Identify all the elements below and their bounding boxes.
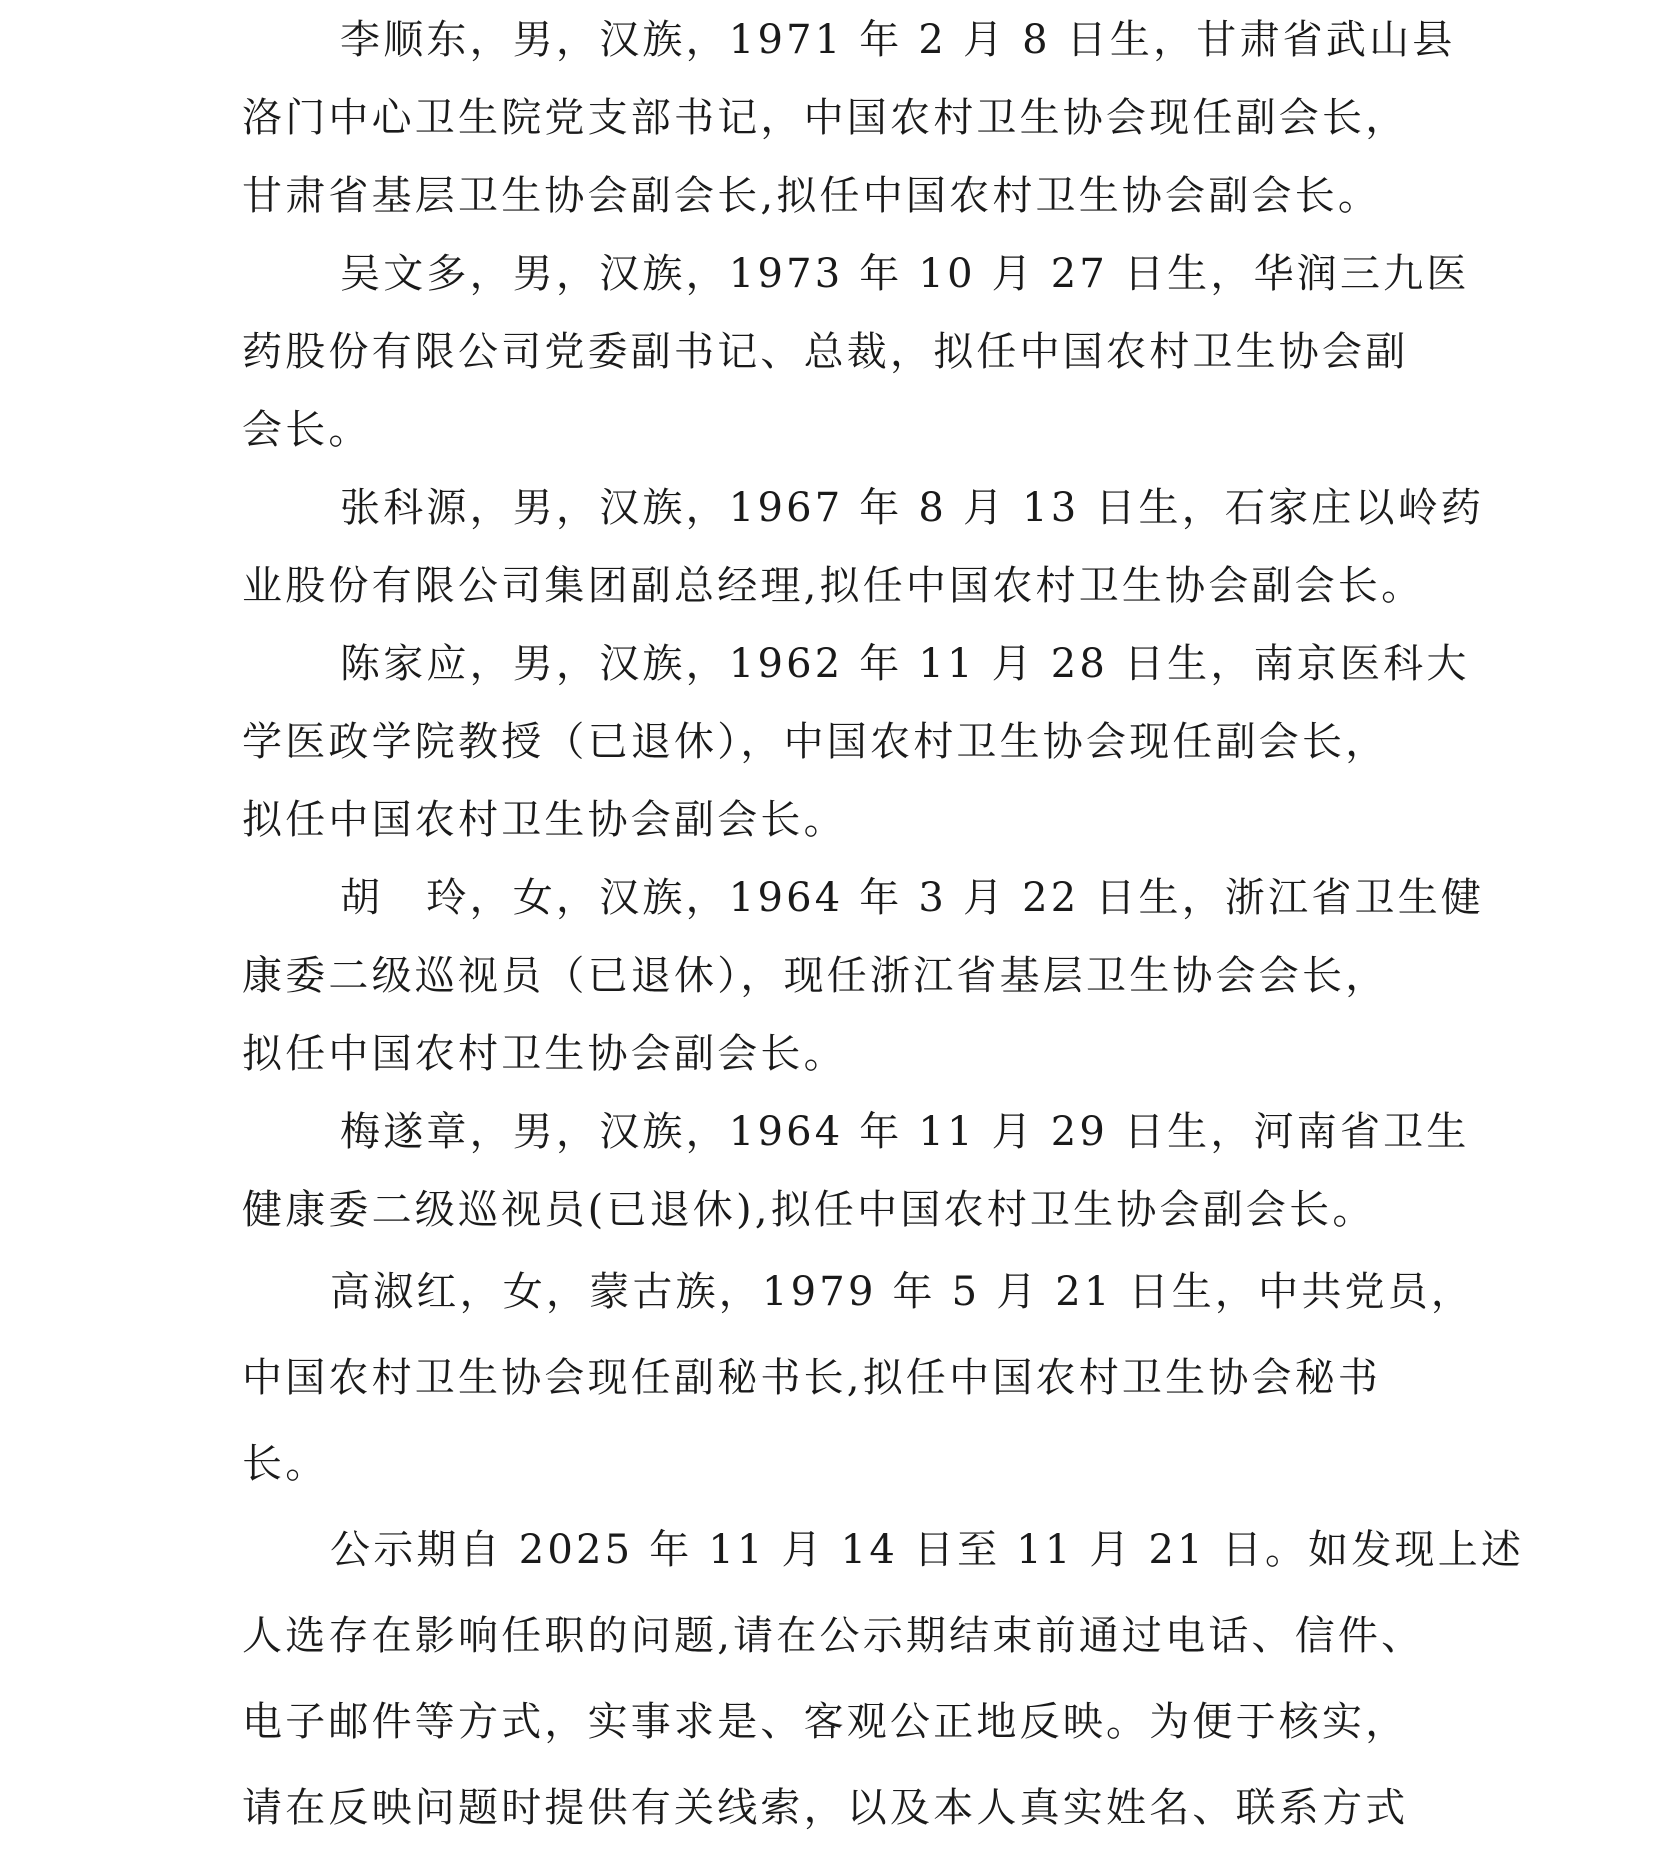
paragraph-hu-ling-line-3: 拟任中国农村卫生协会副会长。 bbox=[242, 1031, 847, 1077]
paragraph-li-shundong-line-3: 甘肃省基层卫生协会副会长,拟任中国农村卫生协会副会长。 bbox=[242, 173, 1382, 219]
paragraph-notice-line-1: 公示期自 2025 年 11 月 14 日至 11 月 21 日。如发现上述 bbox=[330, 1527, 1525, 1573]
paragraph-zhang-keyuan-line-1: 张科源，男，汉族，1967 年 8 月 13 日生，石家庄以岭药 bbox=[340, 485, 1485, 531]
paragraph-gao-shuhong-line-2: 中国农村卫生协会现任副秘书长,拟任中国农村卫生协会秘书 bbox=[242, 1355, 1382, 1401]
paragraph-chen-jiaying-line-2: 学医政学院教授（已退休），中国农村卫生协会现任副会长， bbox=[242, 719, 1389, 765]
paragraph-chen-jiaying-line-1: 陈家应，男，汉族，1962 年 11 月 28 日生，南京医科大 bbox=[340, 641, 1470, 687]
paragraph-li-shundong-line-2: 洛门中心卫生院党支部书记，中国农村卫生协会现任副会长， bbox=[242, 95, 1409, 141]
paragraph-notice-line-2: 人选存在影响任职的问题,请在公示期结束前通过电话、信件、 bbox=[242, 1613, 1425, 1659]
paragraph-wu-wenduo-line-2: 药股份有限公司党委副书记、总裁，拟任中国农村卫生协会副 bbox=[242, 329, 1409, 375]
paragraph-chen-jiaying-line-3: 拟任中国农村卫生协会副会长。 bbox=[242, 797, 847, 843]
paragraph-notice-line-3: 电子邮件等方式，实事求是、客观公正地反映。为便于核实， bbox=[242, 1699, 1409, 1745]
paragraph-wu-wenduo-line-3: 会长。 bbox=[242, 407, 372, 453]
paragraph-zhang-keyuan-line-2: 业股份有限公司集团副总经理,拟任中国农村卫生协会副会长。 bbox=[242, 563, 1425, 609]
paragraph-hu-ling-line-2: 康委二级巡视员（已退休），现任浙江省基层卫生协会会长， bbox=[242, 953, 1389, 999]
paragraph-li-shundong-line-1: 李顺东，男，汉族，1971 年 2 月 8 日生，甘肃省武山县 bbox=[340, 17, 1456, 63]
paragraph-notice-line-4: 请在反映问题时提供有关线索，以及本人真实姓名、联系方式 bbox=[242, 1785, 1409, 1831]
paragraph-gao-shuhong-line-3: 长。 bbox=[242, 1441, 329, 1487]
paragraph-mei-suizhang-line-2: 健康委二级巡视员(已退休),拟任中国农村卫生协会副会长。 bbox=[242, 1187, 1376, 1233]
paragraph-wu-wenduo-line-1: 吴文多，男，汉族，1973 年 10 月 27 日生，华润三九医 bbox=[340, 251, 1470, 297]
paragraph-gao-shuhong-line-1: 高淑红，女，蒙古族，1979 年 5 月 21 日生，中共党员， bbox=[330, 1269, 1475, 1315]
paragraph-mei-suizhang-line-1: 梅遂章，男，汉族，1964 年 11 月 29 日生，河南省卫生 bbox=[340, 1109, 1470, 1155]
paragraph-hu-ling-line-1: 胡 玲，女，汉族，1964 年 3 月 22 日生，浙江省卫生健 bbox=[340, 875, 1485, 921]
